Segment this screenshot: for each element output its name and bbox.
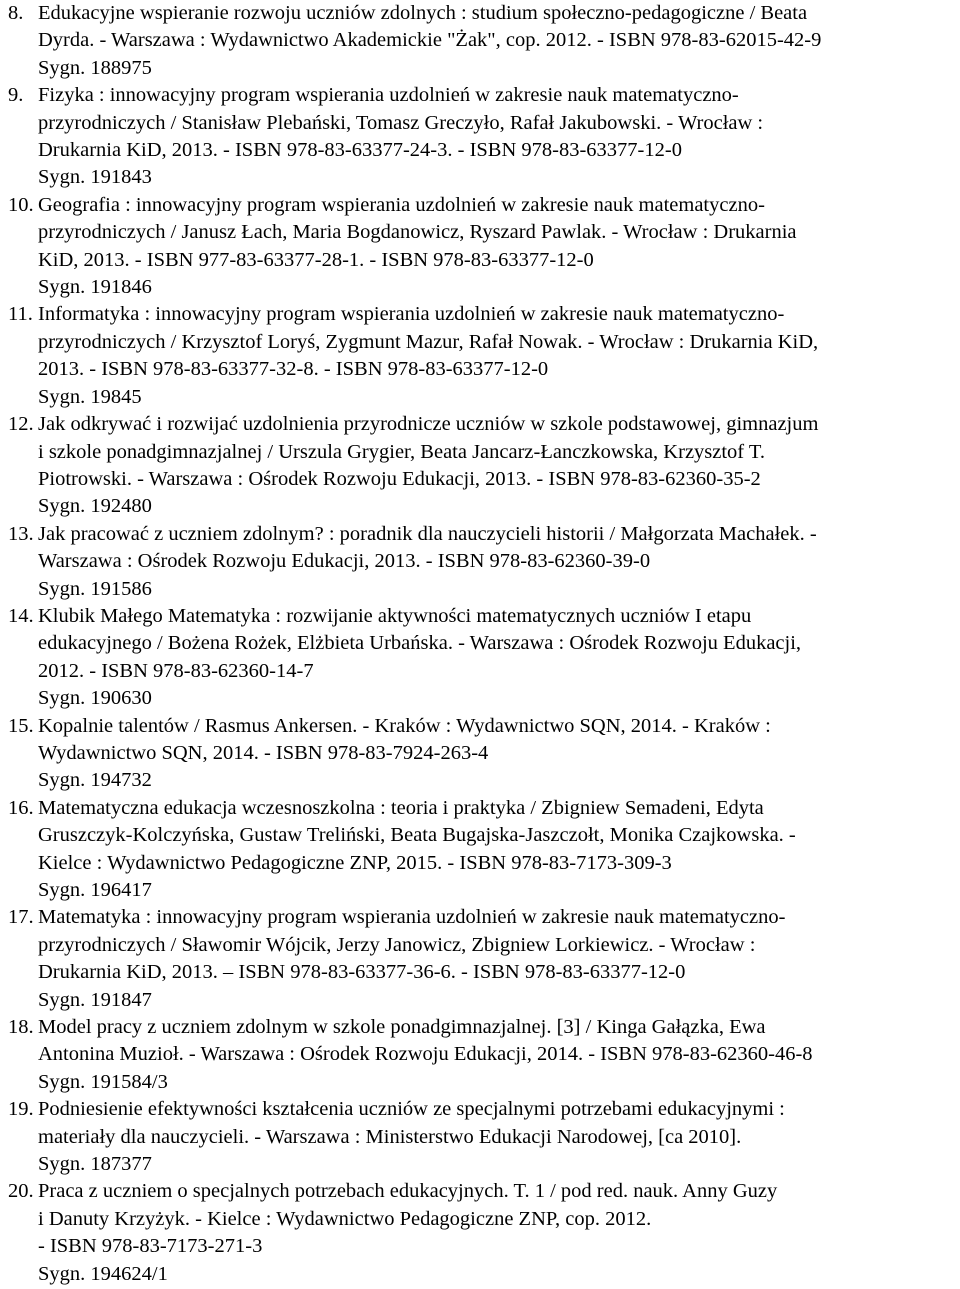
entry-number: 10. (8, 193, 34, 216)
entry-line: Jak odkrywać i rozwijać uzdolnienia przyrodnicze uczniów w szkole podstawowej, gimnazjum (38, 413, 819, 436)
entry-line: Sygn. 194624/1 (38, 1262, 168, 1285)
entry-number: 9. (8, 84, 24, 107)
entry-line: Fizyka : innowacyjny program wspierania uzdolnień w zakresie nauk matematyczno- (38, 84, 739, 107)
bibliography-entry (8, 192, 958, 302)
entry-line: materiały dla nauczycieli. - Warszawa : Ministerstwo Edukacji Narodowej, [ca 2010]. (38, 1125, 742, 1148)
entry-line: Sygn. 194732 (38, 769, 152, 792)
entry-number: 15. (8, 714, 34, 737)
entry-line: Sygn. 191847 (38, 988, 152, 1011)
entry-line: Podniesienie efektywności kształcenia uczniów ze specjalnymi potrzebami edukacyjnymi : (38, 1098, 785, 1121)
entry-number: 11. (8, 303, 33, 326)
entry-line: - ISBN 978-83-7173-271-3 (38, 1235, 263, 1258)
entry-text (38, 1014, 958, 1096)
entry-line: Edukacyjne wspieranie rozwoju uczniów zdolnych : studium społeczno-pedagogiczne / Beata (38, 2, 808, 24)
entry-line: Sygn. 191584/3 (38, 1070, 168, 1093)
entry-line: 2012. - ISBN 978-83-62360-14-7 (38, 659, 314, 682)
entry-line: Drukarnia KiD, 2013. - ISBN 978-83-63377-24-3. - ISBN 978-83-63377-12-0 (38, 139, 682, 162)
entry-line: Antonina Muzioł. - Warszawa : Ośrodek Rozwoju Edukacji, 2014. - ISBN 978-83-62360-46-8 (38, 1043, 813, 1066)
bibliography-entry (8, 713, 958, 795)
entry-line: Drukarnia KiD, 2013. – ISBN 978-83-63377-36-6. - ISBN 978-83-63377-12-0 (38, 961, 686, 984)
entry-line: Jak pracować z uczniem zdolnym? : poradnik dla nauczycieli historii / Małgorzata Machałek. - (38, 522, 817, 545)
bibliography-entry (8, 795, 958, 905)
entry-text (38, 82, 958, 192)
bibliography-entry (8, 411, 958, 521)
entry-text (38, 603, 958, 713)
entry-line: edukacyjnego / Bożena Rożek, Elżbieta Urbańska. - Warszawa : Ośrodek Rozwoju Edukacji, (38, 632, 802, 655)
entry-line: przyrodniczych / Krzysztof Loryś, Zygmunt Mazur, Rafał Nowak. - Wrocław : Drukarnia KiD, (38, 330, 819, 353)
entry-number: 17. (8, 906, 34, 929)
entry-number: 14. (8, 604, 34, 627)
entry-line: Piotrowski. - Warszawa : Ośrodek Rozwoju Edukacji, 2013. - ISBN 978-83-62360-35-2 (38, 467, 761, 490)
entry-line: Sygn. 191846 (38, 276, 152, 299)
entry-number: 19. (8, 1098, 34, 1121)
entry-line: Matematyka : innowacyjny program wspierania uzdolnień w zakresie nauk matematyczno- (38, 906, 786, 929)
entry-line: Sygn. 196417 (38, 879, 152, 901)
entry-line: KiD, 2013. - ISBN 977-83-63377-28-1. - ISBN 978-83-63377-12-0 (38, 248, 594, 271)
entry-line: Wydawnictwo SQN, 2014. - ISBN 978-83-7924-263-4 (38, 741, 489, 764)
entry-line: Geografia : innowacyjny program wspierania uzdolnień w zakresie nauk matematyczno- (38, 193, 765, 216)
entry-line: Kielce : Wydawnictwo Pedagogiczne ZNP, 2015. - ISBN 978-83-7173-309-3 (38, 851, 672, 874)
entry-line: Sygn. 191843 (38, 166, 152, 189)
entry-text (38, 795, 958, 905)
entry-number: 20. (8, 1180, 34, 1203)
entry-line: Sygn. 192480 (38, 495, 152, 518)
bibliography-entry (8, 82, 958, 192)
entry-line: Sygn. 188975 (38, 56, 152, 79)
entry-text (38, 1178, 958, 1288)
entry-line: Sygn. 191586 (38, 577, 152, 600)
entry-line: Sygn. 19845 (38, 385, 142, 408)
bibliography-entry (8, 1096, 958, 1178)
entry-text (38, 521, 958, 603)
entry-text (38, 904, 958, 1014)
entry-line: Praca z uczniem o specjalnych potrzebach edukacyjnych. T. 1 / pod red. nauk. Anny Guzy (38, 1180, 778, 1203)
entry-text (38, 411, 958, 521)
bibliography-entry (8, 1014, 958, 1096)
entry-number: 16. (8, 796, 34, 819)
bibliography-entry (8, 904, 958, 1014)
entry-text (38, 1096, 958, 1178)
entry-line: i Danuty Krzyżyk. - Kielce : Wydawnictwo Pedagogiczne ZNP, cop. 2012. (38, 1207, 652, 1230)
bibliography-entry (8, 1178, 958, 1288)
entry-line: Matematyczna edukacja wczesnoszkolna : teoria i praktyka / Zbigniew Semadeni, Edyta (38, 796, 764, 819)
entry-line: Model pracy z uczniem zdolnym w szkole ponadgimnazjalnej. [3] / Kinga Gałązka, Ewa (38, 1016, 766, 1039)
bibliography-entry (8, 521, 958, 603)
entry-line: przyrodniczych / Janusz Łach, Maria Bogdanowicz, Ryszard Pawlak. - Wrocław : Drukarnia (38, 221, 797, 244)
bibliography-list (8, 0, 958, 1288)
entry-number: 12. (8, 413, 34, 436)
entry-line: Dyrda. - Warszawa : Wydawnictwo Akademickie "Żak", cop. 2012. - ISBN 978-83-62015-42-9 (38, 29, 822, 52)
bibliography-entry (8, 301, 958, 411)
bibliography-entry (8, 603, 958, 713)
entry-line: Warszawa : Ośrodek Rozwoju Edukacji, 2013. - ISBN 978-83-62360-39-0 (38, 550, 651, 573)
entry-line: przyrodniczych / Stanisław Plebański, Tomasz Greczyło, Rafał Jakubowski. - Wrocław : (38, 111, 764, 134)
entry-line: Informatyka : innowacyjny program wspierania uzdolnień w zakresie nauk matematyczno- (38, 303, 785, 326)
entry-text (38, 192, 958, 302)
entry-number: 8. (8, 2, 24, 24)
entry-text (38, 301, 958, 411)
entry-line: 2013. - ISBN 978-83-63377-32-8. - ISBN 978-83-63377-12-0 (38, 358, 549, 381)
entry-number: 13. (8, 522, 34, 545)
entry-line: Sygn. 187377 (38, 1153, 152, 1176)
entry-line: Gruszczyk-Kolczyńska, Gustaw Treliński, Beata Bugajska-Jaszczołt, Monika Czajkowska. - (38, 824, 796, 847)
entry-line: i szkole ponadgimnazjalnej / Urszula Grygier, Beata Jancarz-Łanczkowska, Krzysztof T. (38, 440, 766, 463)
entry-number: 18. (8, 1016, 34, 1039)
entry-line: Kopalnie talentów / Rasmus Ankersen. - Kraków : Wydawnictwo SQN, 2014. - Kraków : (38, 714, 771, 737)
entry-line: przyrodniczych / Sławomir Wójcik, Jerzy Janowicz, Zbigniew Lorkiewicz. - Wrocław : (38, 933, 756, 956)
entry-text (38, 713, 958, 795)
entry-line: Sygn. 190630 (38, 687, 152, 710)
entry-line: Klubik Małego Matematyka : rozwijanie aktywności matematycznych uczniów I etapu (38, 604, 752, 627)
bibliography-entry (8, 0, 958, 82)
entry-text (38, 0, 958, 82)
